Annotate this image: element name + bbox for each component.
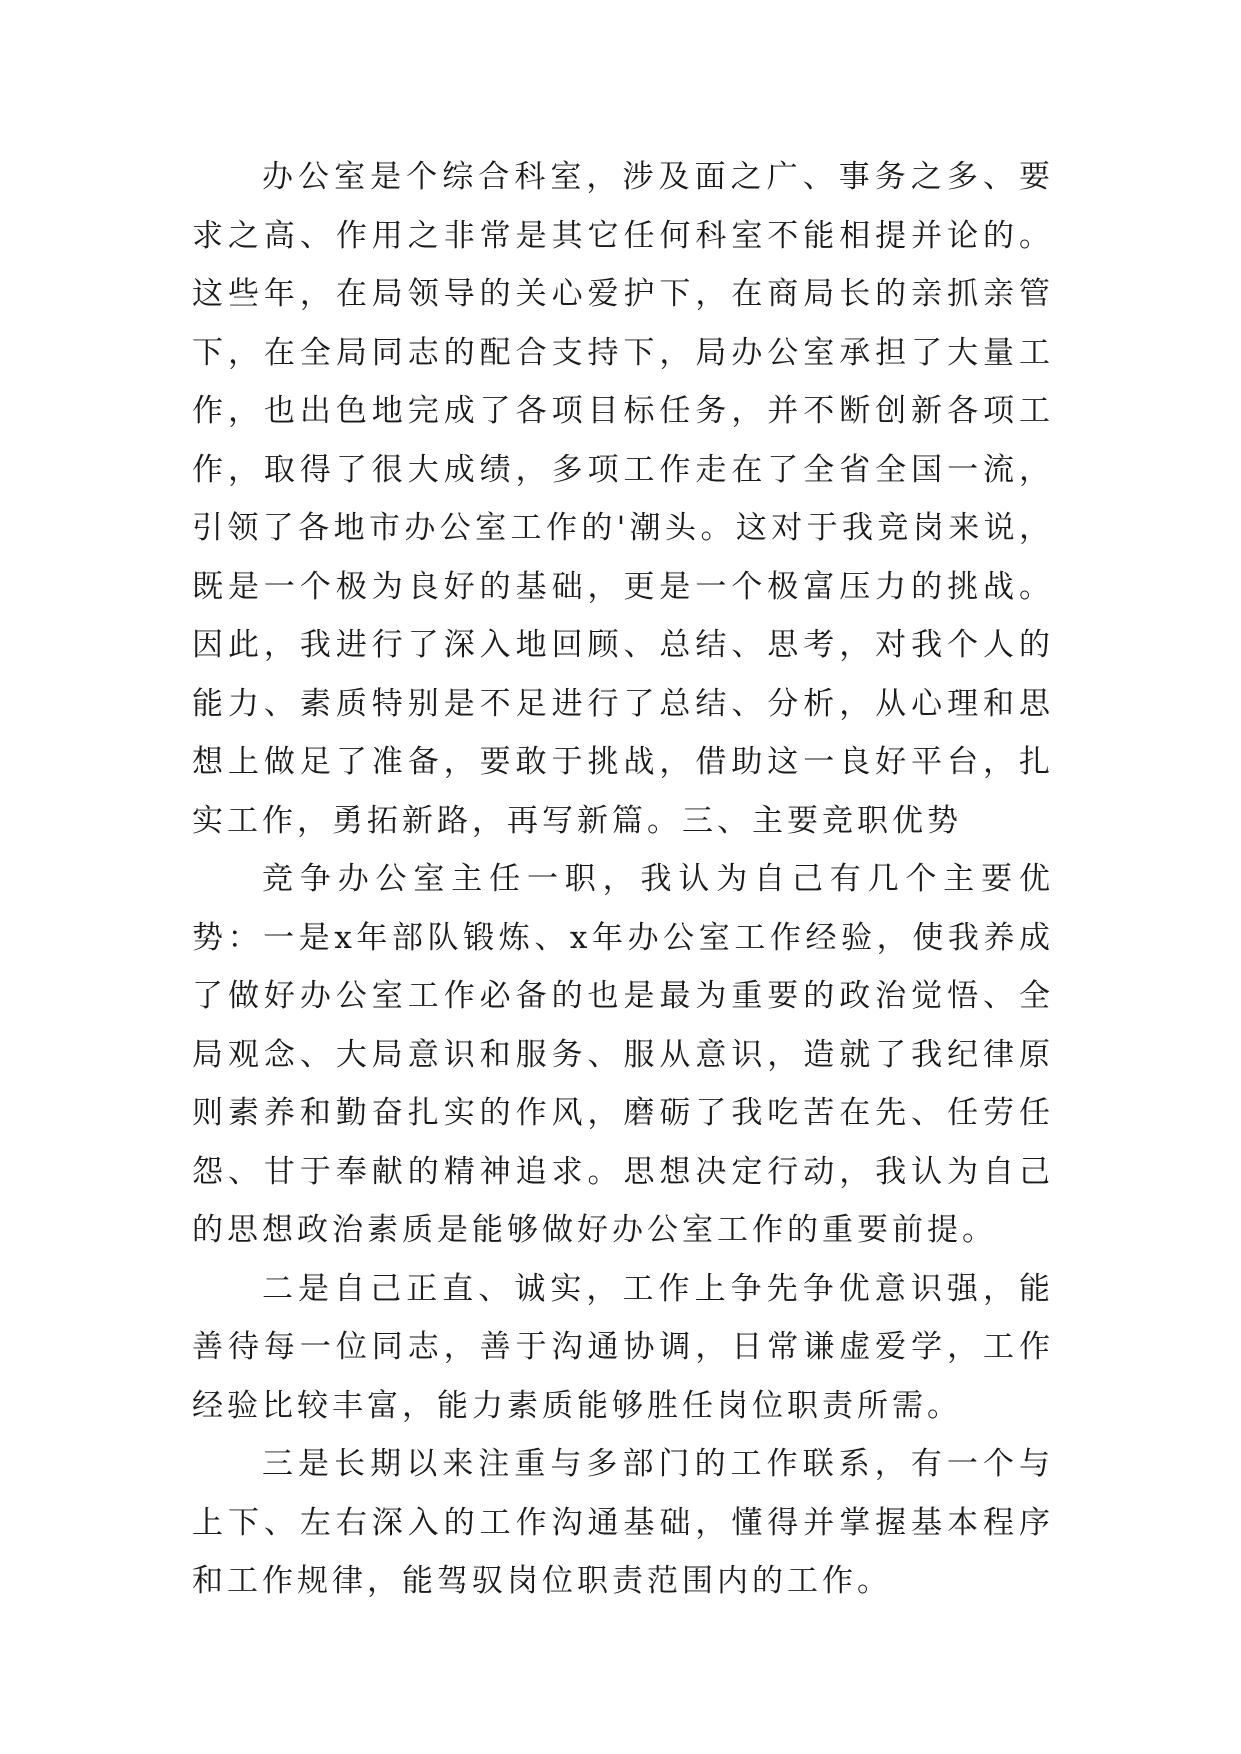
paragraph-advantage-one: 竞争办公室主任一职，我认为自己有几个主要优势：一是x年部队锻炼、x年办公室工作经验，使我养成了做好办公室工作必备的也是最为重要的政治觉悟、全局观念、大局意识和服务、服从意识，造就了我纪律原则素养和勤奋扎实的作风，磨砺了我吃苦在先、任劳任怨、甘于奉献的精神追求。思想决定行动，我认为自己的思想政治素质是能够做好办公室工作的重要前提。 [192,861,1054,1248]
paragraph-advantage-two: 二是自己正直、诚实，工作上争先争优意识强，能善待每一位同志，善于沟通协调，日常谦虚爱学，工作经验比较丰富，能力素质能够胜任岗位职责所需。 [192,1270,1054,1424]
paragraph-advantage-three: 三是长期以来注重与多部门的工作联系，有一个与上下、左右深入的工作沟通基础，懂得并掌握基本程序和工作规律，能驾驭岗位职责范围内的工作。 [192,1446,1054,1599]
document-body [192,148,1054,1611]
paragraph-office-overview: 办公室是个综合科室，涉及面之广、事务之多、要求之高、作用之非常是其它任何科室不能相提并论的。这些年，在局领导的关心爱护下，在商局长的亲抓亲管下，在全局同志的配合支持下，局办公室承担了大量工作，也出色地完成了各项目标任务，并不断创新各项工作，取得了很大成绩，多项工作走在了全省全国一流，引领了各地市办公室工作的'潮头。这对于我竞岗来说，既是一个极为良好的基础，更是一个极富压力的挑战。因此，我进行了深入地回顾、总结、思考，对我个人的能力、素质特别是不足进行了总结、分析，从心理和思想上做足了准备，要敢于挑战，借助这一良好平台，扎实工作，勇拓新路，再写新篇。三、主要竞职优势 [192,159,1054,839]
